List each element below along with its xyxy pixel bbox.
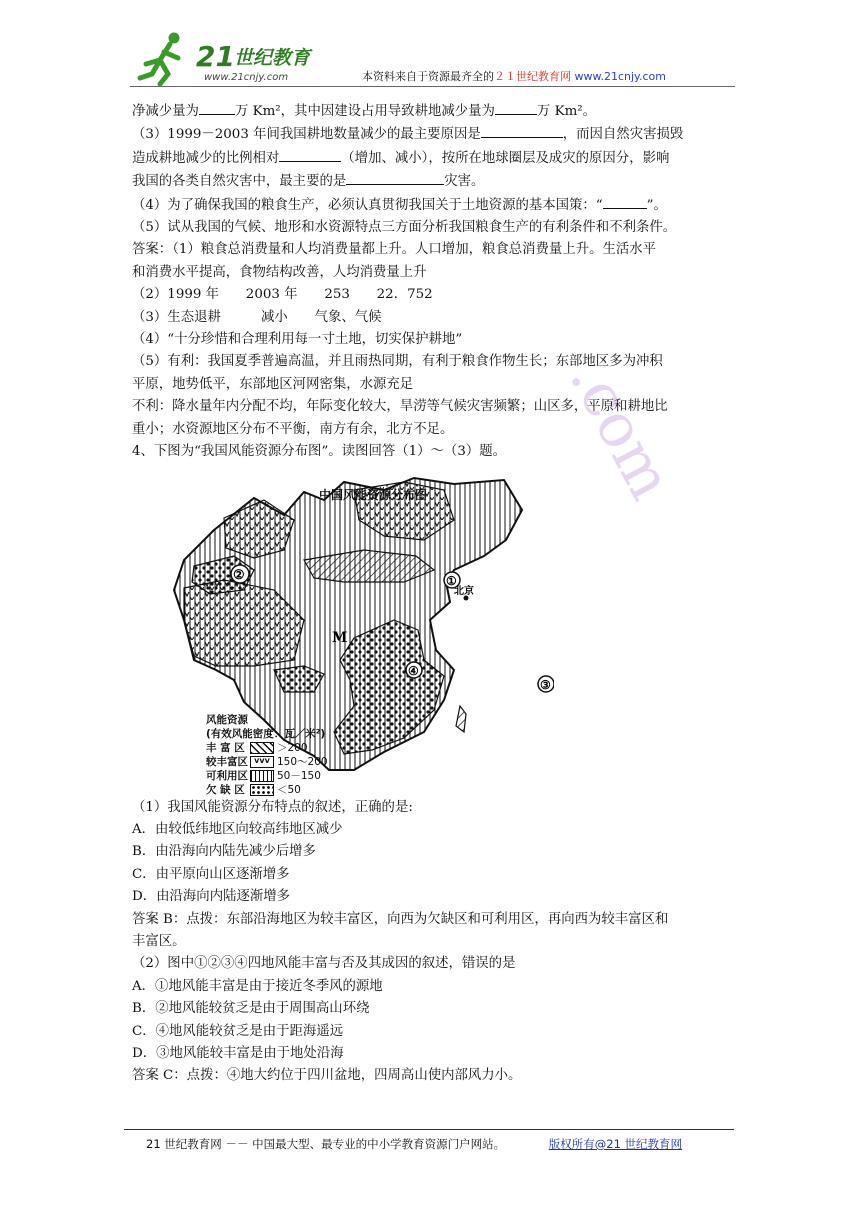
- site-logo: [130, 30, 340, 86]
- legend-row: 可利用区 50－150: [206, 769, 321, 782]
- watermark: .com: [555, 349, 686, 511]
- svg-text:世纪教育: 世纪教育: [234, 47, 311, 69]
- answer-line: 答案 C：点拨：④地大约位于四川盆地，四周高山使内部风力小。: [132, 1068, 522, 1084]
- answer-line: （2）1999 年 2003 年 253 22．752: [132, 287, 433, 303]
- page-header: [130, 30, 730, 88]
- marker-1: ①: [446, 573, 457, 588]
- option-c: C．④地风能较贫乏是由于距海遥远: [132, 1023, 344, 1039]
- answer-line: 重小；水资源地区分布不平衡，南方有余，北方不足。: [132, 421, 454, 437]
- footer-copyright-link[interactable]: 版权所有@21 世纪教育网: [548, 1137, 683, 1151]
- answer-line: 和消费水平提高，食物结构改善，人均消费量上升: [132, 264, 427, 280]
- option-d: D．③地风能较丰富是由于地处沿海: [132, 1045, 344, 1061]
- option-d: D．由沿海向内陆逐渐增多: [132, 889, 291, 905]
- footer-divider: [124, 1129, 734, 1130]
- marker-3: ③: [540, 677, 551, 692]
- question-intro: 4、下图为“我国风能资源分布图”。读图回答（1）～（3）题。: [132, 444, 507, 460]
- answer-line: 答案 B：点拨：东部沿海地区为较丰富区，向西为欠缺区和可利用区，再向西为较丰富区和: [132, 911, 669, 927]
- line: （3）1999－2003 年间我国耕地数量减少的最主要原因是 ，而因自然灾害损毁: [132, 123, 732, 146]
- option-c: C．由平原向山区逐渐增多: [132, 866, 290, 882]
- header-divider: [130, 86, 735, 87]
- legend-row: 较丰富区 vvv 150～200: [206, 755, 328, 768]
- option-b: B．②地风能较贫乏是由于周围高山环绕: [132, 1001, 370, 1017]
- marker-2: ②: [233, 567, 245, 583]
- page-footer: [146, 1136, 682, 1152]
- answer-line: 丰富区。: [132, 933, 186, 949]
- map-title: 中国风能资源分布图: [319, 487, 428, 502]
- line: （4）为了确保我国的粮食生产，必须认真贯彻我国关于土地资源的基本国策：“ ”。: [132, 194, 732, 217]
- answer-line: 答案：（1）粮食总消费量和人均消费量都上升。人口增加，粮食总消费量上升。生活水平: [132, 242, 657, 258]
- option-a: A．由较低纬地区向较高纬地区减少: [132, 821, 343, 837]
- answer-line: （3）生态退耕 减小 气象、气候: [132, 309, 382, 325]
- sub-question: （1）我国风能资源分布特点的叙述，正确的是:: [132, 799, 413, 815]
- legend-title: 风能资源: [206, 713, 248, 726]
- line: （5）试从我国的气候、地形和水资源特点三方面分析我国粮食生产的有利条件和不利条件。: [132, 220, 677, 236]
- option-b: B．由沿海向内陆先减少后增多: [132, 844, 316, 860]
- answer-line: 不利：降水量年内分配不均，年际变化较大，旱涝等气候灾害频繁；山区多，平原和耕地比: [132, 399, 668, 415]
- header-notice: 本资料来自于资源最齐全的２１世纪教育网 www.21cnjy.com: [362, 70, 666, 83]
- map-legend: [206, 713, 328, 797]
- answer-line: （4）“十分珍惜和合理利用每一寸土地，切实保护耕地”: [132, 332, 463, 348]
- legend-subtitle: (有效风能密度：瓦／米²): [206, 727, 326, 740]
- legend-row: 丰 富 区 ＞200: [206, 741, 308, 754]
- map-m-label: M: [332, 629, 348, 646]
- line: 净减少量为 万 Km²，其中因建设占用导致耕地减少量为 万 Km²。: [132, 100, 732, 123]
- marker-4: ④: [408, 663, 419, 678]
- option-a: A．①地风能丰富是由于接近冬季风的源地: [132, 978, 383, 994]
- line: 我国的各类自然灾害中，最主要的是 灾害。: [132, 170, 732, 193]
- legend-row: 欠 缺 区 ＜50: [206, 783, 301, 796]
- sub-question: （2）图中①②③④四地风能丰富与否及其成因的叙述，错误的是: [132, 956, 516, 972]
- wind-resource-map: [154, 470, 554, 795]
- footer-text: 21 世纪教育网 －－ 中国最大型、最专业的中小学教育资源门户网站。: [146, 1137, 506, 1151]
- answer-line: （5）有利：我国夏季普遍高温，并且雨热同期，有利于粮食作物生长；东部地区多为冲积: [132, 354, 663, 370]
- header-brand: ２１世纪教育网: [494, 70, 571, 83]
- beijing-label: 北京: [454, 585, 474, 597]
- line: 造成耕地减少的比例相对 （增加、减小），按所在地球圈层及成灾的原因分，影响: [132, 147, 732, 170]
- svg-text:www.21cnjy.com: www.21cnjy.com: [204, 72, 289, 83]
- answer-line: 平原，地势低平，东部地区河网密集，水源充足: [132, 376, 414, 392]
- document-body: [132, 100, 732, 1088]
- svg-text:21: 21: [196, 40, 235, 73]
- header-url[interactable]: www.21cnjy.com: [574, 70, 666, 83]
